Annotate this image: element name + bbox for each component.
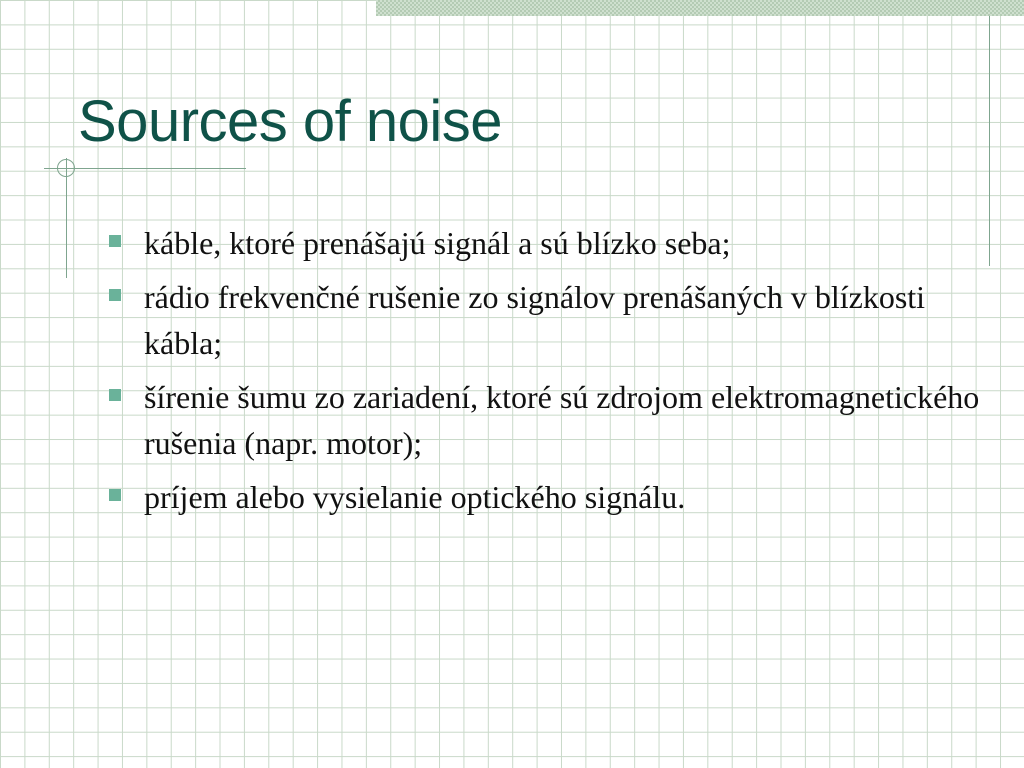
bullet-text: káble, ktoré prenášajú signál a sú blízko seba; [144,225,731,261]
square-bullet-icon [109,389,121,401]
bullet-item [104,474,984,520]
decorative-top-band [376,0,1024,16]
decorative-right-rule [989,16,990,266]
bullet-item [104,374,984,466]
bullet-list [104,220,984,528]
square-bullet-icon [109,289,121,301]
bullet-text: príjem alebo vysielanie optického signálu. [144,479,686,515]
bullet-text: rádio frekvenčné rušenie zo signálov prenášaných v blízkosti kábla; [144,279,926,361]
bullet-item [104,274,984,366]
bullet-text: šírenie šumu zo zariadení, ktoré sú zdrojom elektromagnetického rušenia (napr. motor); [144,379,980,461]
rule-circle-ornament [57,159,75,177]
slide-title: Sources of noise [78,89,503,154]
bullet-item [104,220,984,266]
square-bullet-icon [109,235,121,247]
square-bullet-icon [109,489,121,501]
